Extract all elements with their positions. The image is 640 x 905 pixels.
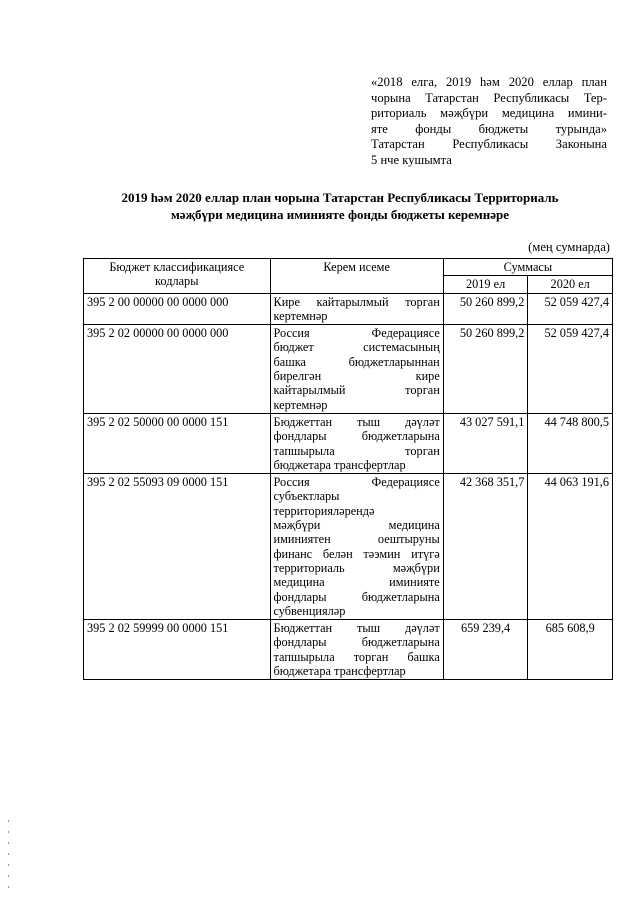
row-sum-2020: 52 059 427,4 bbox=[528, 293, 613, 325]
title-line: мәҗбүри медицина иминияте фонды бюджеты керемнәре bbox=[170, 206, 510, 222]
row-code: 395 2 02 55093 09 0000 151 bbox=[84, 474, 271, 620]
row-name-line: бюджетара трансфертлар bbox=[273, 664, 406, 679]
row-name-line: территориаль мәҗбүри bbox=[273, 560, 440, 575]
appendix-note bbox=[371, 75, 607, 169]
row-name-line: Кире кайтарылмый торган bbox=[273, 294, 440, 309]
header-sums: Суммасы bbox=[443, 259, 612, 276]
row-name-line: кайтарылмый торган bbox=[273, 383, 440, 398]
row-sum-2020: 52 059 427,4 bbox=[528, 325, 613, 414]
table-row bbox=[84, 413, 613, 473]
row-name-line: кертемнәр bbox=[273, 308, 328, 323]
row-sum-2019: 659 239,4 bbox=[443, 620, 528, 680]
table-header-row bbox=[84, 259, 613, 276]
row-name-line: фондлары бюджетларына bbox=[273, 589, 440, 604]
row-code: 395 2 00 00000 00 0000 000 bbox=[84, 293, 271, 325]
row-sum-2019: 50 260 899,2 bbox=[443, 293, 528, 325]
header-name: Керем исеме bbox=[270, 259, 443, 294]
header-code: Бюджет классификациясе кодлары bbox=[84, 259, 271, 294]
row-name bbox=[270, 413, 443, 473]
table-row bbox=[84, 325, 613, 414]
row-name-line: Россия Федерациясе bbox=[273, 326, 440, 341]
row-name-line: тапшырыла торган bbox=[273, 443, 440, 458]
note-line: Татарстан Республикасы Законына bbox=[371, 137, 607, 152]
row-sum-2019: 43 027 591,1 bbox=[443, 413, 528, 473]
row-name-line: бирелгән кире bbox=[273, 369, 440, 384]
row-sum-2019: 50 260 899,2 bbox=[443, 325, 528, 414]
row-name-line: бюджет системасының bbox=[273, 340, 440, 355]
title-line: 2019 һәм 2020 еллар план чорына Татарстан Республикасы Территориаль bbox=[121, 190, 559, 205]
note-line: риториаль мәҗбүри медицина имини- bbox=[371, 106, 607, 121]
row-name-line: Бюджеттан тыш дәүләт bbox=[273, 621, 440, 636]
revenue-table bbox=[83, 258, 613, 680]
row-name-line: субъектлары bbox=[273, 489, 340, 504]
row-name-line: фондлары бюджетларына bbox=[273, 635, 440, 650]
document-title bbox=[60, 190, 620, 223]
row-code: 395 2 02 00000 00 0000 000 bbox=[84, 325, 271, 414]
note-line: чорына Татарстан Республикасы Тер- bbox=[371, 90, 607, 105]
row-name-line: бюджетара трансфертлар bbox=[273, 457, 406, 472]
row-code: 395 2 02 59999 00 0000 151 bbox=[84, 620, 271, 680]
row-name-line: иминиятен оештыруны bbox=[273, 532, 440, 547]
row-sum-2020: 44 063 191,6 bbox=[528, 474, 613, 620]
note-line: яте фонды бюджеты турында» bbox=[371, 121, 607, 136]
row-name-line: Россия Федерациясе bbox=[273, 475, 440, 490]
row-name-line: кертемнәр bbox=[273, 397, 328, 412]
row-name-line: субвенцияләр bbox=[273, 603, 346, 618]
table-row bbox=[84, 474, 613, 620]
row-sum-2020: 685 608,9 bbox=[528, 620, 613, 680]
note-line: 5 нче кушымта bbox=[371, 152, 452, 167]
row-name-line: медицина иминияте bbox=[273, 575, 440, 590]
scan-margin-marks bbox=[8, 820, 12, 897]
row-name bbox=[270, 620, 443, 680]
row-sum-2020: 44 748 800,5 bbox=[528, 413, 613, 473]
row-name-line: мәҗбүри медицина bbox=[273, 518, 440, 533]
row-name-line: финанс белән тәэмин итүгә bbox=[273, 546, 440, 561]
row-sum-2019: 42 368 351,7 bbox=[443, 474, 528, 620]
table-row bbox=[84, 293, 613, 325]
row-name bbox=[270, 325, 443, 414]
header-year-2020: 2020 ел bbox=[528, 276, 613, 293]
row-name-line: башка бюджетларыннан bbox=[273, 354, 440, 369]
header-year-2019: 2019 ел bbox=[443, 276, 528, 293]
row-name-line: территорияләрендә bbox=[273, 503, 375, 518]
row-name-line: Бюджеттан тыш дәүләт bbox=[273, 414, 440, 429]
note-line: «2018 елга, 2019 һәм 2020 еллар план bbox=[371, 75, 607, 89]
units-label: (мең сумнарда) bbox=[528, 240, 610, 254]
row-name-line: фондлары бюджетларына bbox=[273, 429, 440, 444]
row-name bbox=[270, 293, 443, 325]
row-code: 395 2 02 50000 00 0000 151 bbox=[84, 413, 271, 473]
table-row bbox=[84, 620, 613, 680]
row-name bbox=[270, 474, 443, 620]
row-name-line: тапшырыла торган башка bbox=[273, 649, 440, 664]
